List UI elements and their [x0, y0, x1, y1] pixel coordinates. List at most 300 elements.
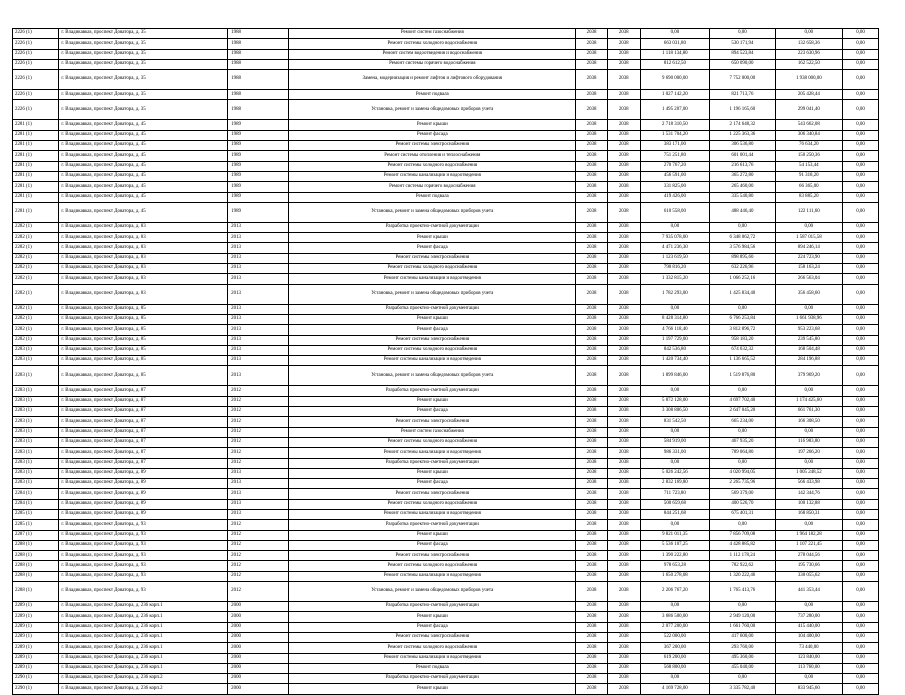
- other-source-cell: 0,00: [843, 49, 879, 59]
- other-source-cell: 0,00: [843, 437, 879, 447]
- work-type-cell: Ремонт систем водоотведения и водоснабжения: [289, 49, 576, 59]
- table-row: [13, 582, 879, 602]
- plan-end-year-cell: 2038: [607, 520, 640, 530]
- plan-start-year-cell: 2038: [576, 602, 608, 612]
- build-year-cell: 2013: [228, 284, 289, 304]
- table-row: [13, 304, 879, 314]
- table-row: [13, 314, 879, 324]
- fund-share-cell: 6 766 253,84: [710, 314, 775, 324]
- work-type-cell: Ремонт крыши: [289, 314, 576, 324]
- owner-share-cell: 0,00: [775, 222, 843, 232]
- plan-end-year-cell: 2038: [607, 171, 640, 181]
- house-code-cell: 2283 (1): [13, 448, 59, 458]
- work-type-cell: Ремонт систем газоснабжения: [289, 427, 576, 437]
- owner-share-cell: 894 246,14: [775, 243, 843, 253]
- address-cell: г. Владикавказ, проспект Доватора, д. 93: [59, 540, 228, 550]
- house-code-cell: 2282 (1): [13, 264, 59, 274]
- total-cost-cell: 1 531 704,20: [640, 130, 710, 140]
- build-year-cell: 2000: [228, 643, 289, 653]
- plan-end-year-cell: 2038: [607, 407, 640, 417]
- address-cell: г. Владикавказ, проспект Доватора, д. 35: [59, 70, 228, 90]
- table-row: [13, 100, 879, 120]
- plan-end-year-cell: 2038: [607, 314, 640, 324]
- build-year-cell: 2012: [228, 396, 289, 406]
- plan-end-year-cell: 2038: [607, 499, 640, 509]
- total-cost-cell: 610 558,00: [640, 202, 710, 222]
- plan-start-year-cell: 2038: [576, 653, 608, 663]
- build-year-cell: 2013: [228, 274, 289, 284]
- table-row: [13, 356, 879, 366]
- fund-share-cell: 898 895,60: [710, 253, 775, 263]
- other-source-cell: 0,00: [843, 489, 879, 499]
- work-type-cell: Ремонт фасада: [289, 130, 576, 140]
- plan-end-year-cell: 2038: [607, 602, 640, 612]
- plan-start-year-cell: 2038: [576, 222, 608, 232]
- other-source-cell: 0,00: [843, 499, 879, 509]
- other-source-cell: 0,00: [843, 202, 879, 222]
- fund-share-cell: 495 360,00: [710, 653, 775, 663]
- build-year-cell: 2012: [228, 417, 289, 427]
- work-type-cell: Ремонт подвала: [289, 90, 576, 100]
- plan-end-year-cell: 2038: [607, 366, 640, 386]
- total-cost-cell: 1 197 729,00: [640, 335, 710, 345]
- house-code-cell: 2289 (1): [13, 612, 59, 622]
- other-source-cell: 0,00: [843, 141, 879, 151]
- owner-share-cell: 356 458,60: [775, 284, 843, 304]
- build-year-cell: 1989: [228, 192, 289, 202]
- other-source-cell: 0,00: [843, 151, 879, 161]
- build-year-cell: 2012: [228, 551, 289, 561]
- house-code-cell: 2282 (1): [13, 284, 59, 304]
- total-cost-cell: 0,00: [640, 29, 710, 39]
- house-code-cell: 2226 (1): [13, 59, 59, 69]
- plan-end-year-cell: 2038: [607, 233, 640, 243]
- other-source-cell: 0,00: [843, 530, 879, 540]
- total-cost-cell: 1 650 278,08: [640, 571, 710, 581]
- plan-start-year-cell: 2038: [576, 479, 608, 489]
- work-type-cell: Ремонт систем газоснабжения: [289, 29, 576, 39]
- fund-share-cell: 1 066 252,16: [710, 274, 775, 284]
- total-cost-cell: 4 169 728,00: [640, 684, 710, 694]
- total-cost-cell: 1 782 293,00: [640, 284, 710, 304]
- table-row: [13, 643, 879, 653]
- other-source-cell: 0,00: [843, 540, 879, 550]
- work-type-cell: Разработка проектно-сметной документации: [289, 304, 576, 314]
- total-cost-cell: 367 200,00: [640, 643, 710, 653]
- build-year-cell: 2013: [228, 366, 289, 386]
- table-row: [13, 49, 879, 59]
- plan-end-year-cell: 2038: [607, 417, 640, 427]
- build-year-cell: 2012: [228, 437, 289, 447]
- fund-share-cell: 821 713,76: [710, 90, 775, 100]
- owner-share-cell: 953 223,68: [775, 325, 843, 335]
- fund-share-cell: 455 040,00: [710, 663, 775, 673]
- fund-share-cell: 632 226,96: [710, 264, 775, 274]
- address-cell: г. Владикавказ, проспект Доватора, д. 93: [59, 582, 228, 602]
- plan-start-year-cell: 2038: [576, 437, 608, 447]
- address-cell: г. Владикавказ, проспект Доватора, д. 85: [59, 325, 228, 335]
- house-code-cell: 2283 (1): [13, 417, 59, 427]
- fund-share-cell: 4 697 702,40: [710, 396, 775, 406]
- house-code-cell: 2283 (1): [13, 356, 59, 366]
- owner-share-cell: 1 174 425,60: [775, 396, 843, 406]
- plan-end-year-cell: 2038: [607, 151, 640, 161]
- plan-end-year-cell: 2038: [607, 684, 640, 694]
- work-type-cell: Ремонт подвала: [289, 663, 576, 673]
- plan-start-year-cell: 2038: [576, 120, 608, 130]
- plan-start-year-cell: 2038: [576, 325, 608, 335]
- table-row: [13, 407, 879, 417]
- fund-share-cell: 1 112 178,24: [710, 551, 775, 561]
- total-cost-cell: 986 331,00: [640, 448, 710, 458]
- fund-share-cell: 0,00: [710, 520, 775, 530]
- owner-share-cell: 0,00: [775, 29, 843, 39]
- table-row: [13, 396, 879, 406]
- plan-start-year-cell: 2038: [576, 335, 608, 345]
- owner-share-cell: 223 630,96: [775, 49, 843, 59]
- table-row: [13, 551, 879, 561]
- owner-share-cell: 150 250,36: [775, 151, 843, 161]
- build-year-cell: 1989: [228, 161, 289, 171]
- total-cost-cell: 0,00: [640, 458, 710, 468]
- total-cost-cell: 3 308 806,50: [640, 407, 710, 417]
- other-source-cell: 0,00: [843, 632, 879, 642]
- house-code-cell: 2281 (1): [13, 120, 59, 130]
- work-type-cell: Установка, ремонт и замена общедомовых приборов учета: [289, 100, 576, 120]
- address-cell: г. Владикавказ, проспект Доватора, д. 236 корп.2: [59, 674, 228, 684]
- other-source-cell: 0,00: [843, 468, 879, 478]
- fund-share-cell: 0,00: [710, 602, 775, 612]
- fund-share-cell: 3 335 782,40: [710, 684, 775, 694]
- table-row: [13, 499, 879, 509]
- other-source-cell: 0,00: [843, 653, 879, 663]
- plan-end-year-cell: 2038: [607, 571, 640, 581]
- other-source-cell: 0,00: [843, 100, 879, 120]
- plan-end-year-cell: 2038: [607, 479, 640, 489]
- plan-end-year-cell: 2038: [607, 274, 640, 284]
- table-row: [13, 192, 879, 202]
- owner-share-cell: 91 318,20: [775, 171, 843, 181]
- other-source-cell: 0,00: [843, 335, 879, 345]
- total-cost-cell: 1 495 207,00: [640, 100, 710, 120]
- table-row: [13, 59, 879, 69]
- table-row: [13, 90, 879, 100]
- plan-end-year-cell: 2038: [607, 39, 640, 49]
- other-source-cell: 0,00: [843, 284, 879, 304]
- table-row: [13, 458, 879, 468]
- total-cost-cell: 1 332 815,20: [640, 274, 710, 284]
- plan-start-year-cell: 2038: [576, 59, 608, 69]
- plan-end-year-cell: 2038: [607, 509, 640, 519]
- work-type-cell: Ремонт крыши: [289, 396, 576, 406]
- house-code-cell: 2283 (1): [13, 386, 59, 396]
- work-type-cell: Разработка проектно-сметной документации: [289, 674, 576, 684]
- house-code-cell: 2226 (1): [13, 100, 59, 120]
- plan-start-year-cell: 2038: [576, 29, 608, 39]
- table-row: [13, 202, 879, 222]
- build-year-cell: 1989: [228, 120, 289, 130]
- other-source-cell: 0,00: [843, 222, 879, 232]
- work-type-cell: Ремонт системы электроснабжения: [289, 489, 576, 499]
- build-year-cell: 1989: [228, 141, 289, 151]
- other-source-cell: 0,00: [843, 448, 879, 458]
- table-row: [13, 489, 879, 499]
- build-year-cell: 1988: [228, 29, 289, 39]
- plan-start-year-cell: 2038: [576, 284, 608, 304]
- plan-start-year-cell: 2038: [576, 571, 608, 581]
- other-source-cell: 0,00: [843, 407, 879, 417]
- fund-share-cell: 1 196 165,60: [710, 100, 775, 120]
- owner-share-cell: 113 760,00: [775, 663, 843, 673]
- owner-share-cell: 266 563,04: [775, 274, 843, 284]
- house-code-cell: 2287 (1): [13, 530, 59, 540]
- house-code-cell: 2283 (1): [13, 345, 59, 355]
- build-year-cell: 2012: [228, 530, 289, 540]
- other-source-cell: 0,00: [843, 551, 879, 561]
- work-type-cell: Ремонт системы холодного водоснабжения: [289, 499, 576, 509]
- build-year-cell: 2012: [228, 448, 289, 458]
- total-cost-cell: 711 723,80: [640, 489, 710, 499]
- plan-start-year-cell: 2038: [576, 674, 608, 684]
- fund-share-cell: 1 320 222,46: [710, 571, 775, 581]
- address-cell: г. Владикавказ, проспект Доватора, д. 236 корп.2: [59, 684, 228, 694]
- plan-end-year-cell: 2038: [607, 458, 640, 468]
- plan-end-year-cell: 2038: [607, 49, 640, 59]
- total-cost-cell: 9 690 000,00: [640, 70, 710, 90]
- address-cell: г. Владикавказ, проспект Доватора, д. 83: [59, 243, 228, 253]
- build-year-cell: 1988: [228, 39, 289, 49]
- work-type-cell: Разработка проектно-сметной документации: [289, 222, 576, 232]
- other-source-cell: 0,00: [843, 561, 879, 571]
- plan-end-year-cell: 2038: [607, 386, 640, 396]
- other-source-cell: 0,00: [843, 479, 879, 489]
- work-type-cell: Ремонт крыши: [289, 684, 576, 694]
- address-cell: г. Владикавказ, проспект Доватора, д. 93: [59, 520, 228, 530]
- plan-end-year-cell: 2038: [607, 345, 640, 355]
- house-code-cell: 2282 (1): [13, 335, 59, 345]
- house-code-cell: 2281 (1): [13, 151, 59, 161]
- build-year-cell: 2012: [228, 407, 289, 417]
- fund-share-cell: 265 460,00: [710, 182, 775, 192]
- owner-share-cell: 122 111,60: [775, 202, 843, 222]
- other-source-cell: 0,00: [843, 674, 879, 684]
- other-source-cell: 0,00: [843, 458, 879, 468]
- plan-start-year-cell: 2038: [576, 151, 608, 161]
- plan-end-year-cell: 2038: [607, 161, 640, 171]
- total-cost-cell: 790 816,20: [640, 264, 710, 274]
- total-cost-cell: 0,00: [640, 222, 710, 232]
- work-type-cell: Ремонт крыши: [289, 468, 576, 478]
- plan-end-year-cell: 2038: [607, 304, 640, 314]
- other-source-cell: 0,00: [843, 314, 879, 324]
- owner-share-cell: 566 433,98: [775, 479, 843, 489]
- house-code-cell: 2284 (1): [13, 499, 59, 509]
- table-row: [13, 386, 879, 396]
- total-cost-cell: 5 872 128,00: [640, 396, 710, 406]
- total-cost-cell: 456 591,00: [640, 171, 710, 181]
- address-cell: г. Владикавказ, проспект Доватора, д. 83: [59, 274, 228, 284]
- owner-share-cell: 54 153,44: [775, 161, 843, 171]
- table-row: [13, 653, 879, 663]
- plan-start-year-cell: 2038: [576, 49, 608, 59]
- fund-share-cell: 4 428 885,82: [710, 540, 775, 550]
- plan-end-year-cell: 2038: [607, 582, 640, 602]
- plan-start-year-cell: 2038: [576, 448, 608, 458]
- work-type-cell: Разработка проектно-сметной документации: [289, 602, 576, 612]
- house-code-cell: 2226 (1): [13, 29, 59, 39]
- plan-end-year-cell: 2038: [607, 243, 640, 253]
- build-year-cell: 2013: [228, 243, 289, 253]
- plan-start-year-cell: 2038: [576, 582, 608, 602]
- table-row: [13, 674, 879, 684]
- fund-share-cell: 530 171,94: [710, 39, 775, 49]
- build-year-cell: 2012: [228, 520, 289, 530]
- total-cost-cell: 500 659,68: [640, 499, 710, 509]
- fund-share-cell: 782 922,62: [710, 561, 775, 571]
- owner-share-cell: 224 723,90: [775, 253, 843, 263]
- house-code-cell: 2226 (1): [13, 90, 59, 100]
- owner-share-cell: 1 005 248,52: [775, 468, 843, 478]
- fund-share-cell: 3 576 984,56: [710, 243, 775, 253]
- fund-share-cell: 0,00: [710, 222, 775, 232]
- table-row: [13, 335, 879, 345]
- table-row: [13, 29, 879, 39]
- work-type-cell: Ремонт системы отопления и теплоснабжения: [289, 151, 576, 161]
- plan-start-year-cell: 2038: [576, 304, 608, 314]
- total-cost-cell: 1 420 734,40: [640, 356, 710, 366]
- plan-end-year-cell: 2038: [607, 530, 640, 540]
- total-cost-cell: 1 899 846,00: [640, 366, 710, 386]
- house-code-cell: 2281 (1): [13, 130, 59, 140]
- other-source-cell: 0,00: [843, 663, 879, 673]
- total-cost-cell: 1 390 222,80: [640, 551, 710, 561]
- owner-share-cell: 0,00: [775, 674, 843, 684]
- table-row: [13, 39, 879, 49]
- total-cost-cell: 0,00: [640, 304, 710, 314]
- house-code-cell: 2282 (1): [13, 304, 59, 314]
- total-cost-cell: 842 536,80: [640, 345, 710, 355]
- owner-share-cell: 1 587 015,58: [775, 233, 843, 243]
- plan-end-year-cell: 2038: [607, 561, 640, 571]
- other-source-cell: 0,00: [843, 233, 879, 243]
- build-year-cell: 2013: [228, 335, 289, 345]
- other-source-cell: 0,00: [843, 39, 879, 49]
- fund-share-cell: 3 812 896,72: [710, 325, 775, 335]
- plan-end-year-cell: 2038: [607, 489, 640, 499]
- total-cost-cell: 4 766 118,40: [640, 325, 710, 335]
- fund-share-cell: 665 234,00: [710, 417, 775, 427]
- total-cost-cell: 0,00: [640, 674, 710, 684]
- work-type-cell: Ремонт системы канализации и водоотведения: [289, 509, 576, 519]
- total-cost-cell: 4 471 236,30: [640, 243, 710, 253]
- plan-end-year-cell: 2038: [607, 182, 640, 192]
- house-code-cell: 2282 (1): [13, 274, 59, 284]
- work-type-cell: Ремонт системы канализации и водоотведения: [289, 356, 576, 366]
- plan-start-year-cell: 2038: [576, 171, 608, 181]
- fund-share-cell: 601 001,44: [710, 151, 775, 161]
- address-cell: г. Владикавказ, проспект Доватора, д. 83: [59, 284, 228, 304]
- house-code-cell: 2282 (1): [13, 243, 59, 253]
- total-cost-cell: 9 821 011,35: [640, 530, 710, 540]
- total-cost-cell: 8 428 314,80: [640, 314, 710, 324]
- plan-end-year-cell: 2038: [607, 437, 640, 447]
- address-cell: г. Владикавказ, проспект Доватора, д. 236 корп.1: [59, 663, 228, 673]
- other-source-cell: 0,00: [843, 253, 879, 263]
- table-row: [13, 663, 879, 673]
- fund-share-cell: 306 536,80: [710, 141, 775, 151]
- owner-share-cell: 0,00: [775, 386, 843, 396]
- plan-start-year-cell: 2038: [576, 243, 608, 253]
- total-cost-cell: 383 171,00: [640, 141, 710, 151]
- owner-share-cell: 168 504,48: [775, 345, 843, 355]
- plan-end-year-cell: 2038: [607, 356, 640, 366]
- plan-end-year-cell: 2038: [607, 335, 640, 345]
- table-row: [13, 612, 879, 622]
- address-cell: г. Владикавказ, проспект Доватора, д. 35: [59, 90, 228, 100]
- house-code-cell: 2289 (1): [13, 602, 59, 612]
- total-cost-cell: 1 123 619,50: [640, 253, 710, 263]
- address-cell: г. Владикавказ, проспект Доватора, д. 93: [59, 571, 228, 581]
- other-source-cell: 0,00: [843, 120, 879, 130]
- build-year-cell: 2000: [228, 602, 289, 612]
- owner-share-cell: 83 885,20: [775, 192, 843, 202]
- plan-start-year-cell: 2038: [576, 345, 608, 355]
- fund-share-cell: 1 765 413,76: [710, 582, 775, 602]
- address-cell: г. Владикавказ, проспект Доватора, д. 83: [59, 264, 228, 274]
- owner-share-cell: 415 440,00: [775, 622, 843, 632]
- build-year-cell: 1989: [228, 151, 289, 161]
- plan-end-year-cell: 2038: [607, 612, 640, 622]
- table-row: [13, 684, 879, 694]
- fund-share-cell: 0,00: [710, 674, 775, 684]
- plan-start-year-cell: 2038: [576, 39, 608, 49]
- table-row: [13, 540, 879, 550]
- house-code-cell: 2289 (1): [13, 663, 59, 673]
- house-code-cell: 2284 (1): [13, 489, 59, 499]
- fund-share-cell: 0,00: [710, 304, 775, 314]
- fund-share-cell: 6 348 062,72: [710, 233, 775, 243]
- build-year-cell: 2012: [228, 458, 289, 468]
- fund-share-cell: 1 661 760,00: [710, 622, 775, 632]
- fund-share-cell: 335 540,80: [710, 192, 775, 202]
- owner-share-cell: 168 850,31: [775, 509, 843, 519]
- plan-start-year-cell: 2038: [576, 520, 608, 530]
- table-row: [13, 222, 879, 232]
- address-cell: г. Владикавказ, проспект Доватора, д. 89: [59, 468, 228, 478]
- plan-start-year-cell: 2038: [576, 100, 608, 120]
- build-year-cell: 2013: [228, 345, 289, 355]
- work-type-cell: Ремонт крыши: [289, 233, 576, 243]
- build-year-cell: 2013: [228, 468, 289, 478]
- plan-start-year-cell: 2038: [576, 540, 608, 550]
- address-cell: г. Владикавказ, проспект Доватора, д. 87: [59, 417, 228, 427]
- table-row: [13, 151, 879, 161]
- total-cost-cell: 2 718 310,50: [640, 120, 710, 130]
- plan-end-year-cell: 2038: [607, 202, 640, 222]
- total-cost-cell: 0,00: [640, 520, 710, 530]
- total-cost-cell: 270 767,20: [640, 161, 710, 171]
- owner-share-cell: 0,00: [775, 520, 843, 530]
- house-code-cell: 2288 (1): [13, 551, 59, 561]
- other-source-cell: 0,00: [843, 29, 879, 39]
- plan-start-year-cell: 2038: [576, 141, 608, 151]
- work-type-cell: Ремонт крыши: [289, 530, 576, 540]
- plan-start-year-cell: 2038: [576, 458, 608, 468]
- house-code-cell: 2290 (1): [13, 684, 59, 694]
- owner-share-cell: 278 044,56: [775, 551, 843, 561]
- table-row: [13, 417, 879, 427]
- plan-start-year-cell: 2038: [576, 684, 608, 694]
